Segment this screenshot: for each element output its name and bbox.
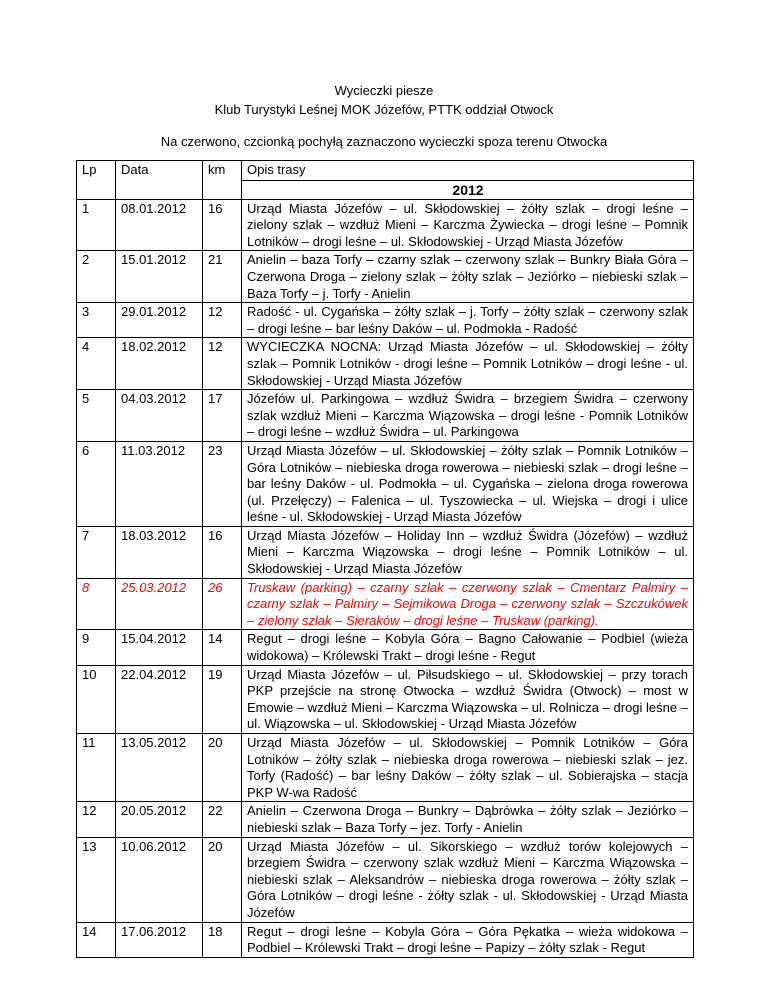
trip-route-description: Anielin – baza Torfy – czarny szlak – czerwony szlak – Bunkry Biała Góra – Czerwona Droga – zielony szlak – żółty szlak – Jeziórko – niebieski szlak – Baza Torfy – j. Torfy - Anielin <box>242 251 694 303</box>
row-number: 10 <box>77 665 116 733</box>
row-number: 9 <box>77 630 116 665</box>
trip-date: 22.04.2012 <box>116 665 203 733</box>
trip-date: 11.03.2012 <box>116 441 203 526</box>
table-row <box>77 390 694 442</box>
document-title: Wycieczki piesze <box>334 83 434 98</box>
table-row <box>77 922 694 957</box>
table-row <box>77 338 694 390</box>
trip-distance: 17 <box>203 390 242 442</box>
trip-route-description: Regut – drogi leśne – Kobyla Góra – Bagno Całowanie – Podbiel (wieża widokowa) – Królewski Trakt – drogi leśne - Regut <box>242 630 694 665</box>
trip-date: 25.03.2012 <box>116 578 203 630</box>
table-row <box>77 802 694 837</box>
trip-date: 20.05.2012 <box>116 802 203 837</box>
table-row <box>77 734 694 802</box>
trip-route-description: Urząd Miasta Józefów – ul. Piłsudskiego – ul. Skłodowskiej – przy torach PKP przejście na stronę Otwocka – wzdłuż Świdra (Otwock) – most w Emowie – wzdłuż Mieni – Karczma Wiązowska – ul. Rolnicza – drogi leśne – ul. Wiązowska – ul. Skłodowskiej - Urząd Miasta Józefów <box>242 665 694 733</box>
trip-distance: 18 <box>203 922 242 957</box>
trip-date: 10.06.2012 <box>116 837 203 922</box>
trip-distance: 23 <box>203 441 242 526</box>
document-subtitle: Klub Turystyki Leśnej MOK Józefów, PTTK oddział Otwock <box>214 102 554 117</box>
trip-distance: 22 <box>203 802 242 837</box>
table-row <box>77 526 694 578</box>
trip-date: 29.01.2012 <box>116 303 203 338</box>
trip-date: 15.04.2012 <box>116 630 203 665</box>
trip-distance: 19 <box>203 665 242 733</box>
trip-date: 15.01.2012 <box>116 251 203 303</box>
table-row <box>77 199 694 251</box>
trip-route-description: Radość - ul. Cygańska – żółty szlak – j. Torfy – żółty szlak – czerwony szlak – drogi leśne – bar leśny Daków – ul. Podmokła - Radość <box>242 303 694 338</box>
row-number: 6 <box>77 441 116 526</box>
row-number: 5 <box>77 390 116 442</box>
trip-distance: 12 <box>203 303 242 338</box>
row-number: 7 <box>77 526 116 578</box>
row-number: 3 <box>77 303 116 338</box>
trip-route-description: Józefów ul. Parkingowa – wzdłuż Świdra – brzegiem Świdra – czerwony szlak wzdłuż Mieni – Karczma Wiązowska – drogi leśne - Pomnik Lotników – drogi leśne – wzdłuż Świdra – ul. Parkingowa <box>242 390 694 442</box>
table-header-row <box>77 161 694 181</box>
trip-distance: 12 <box>203 338 242 390</box>
column-header-description: Opis trasy <box>242 161 694 181</box>
trip-distance: 21 <box>203 251 242 303</box>
table-row <box>77 578 694 630</box>
trip-route-description: WYCIECZKA NOCNA: Urząd Miasta Józefów – ul. Skłodowskiej – żółty szlak – Pomnik Lotników - drogi leśne – Pomnik Lotników – drogi leśne - ul. Skłodowskiej - Urząd Miasta Józefów <box>242 338 694 390</box>
trip-distance: 16 <box>203 526 242 578</box>
row-number: 12 <box>77 802 116 837</box>
trip-route-description: Anielin – Czerwona Droga – Bunkry – Dąbrówka – żółty szlak – Jeziórko – niebieski szlak – Baza Torfy – jez. Torfy - Anielin <box>242 802 694 837</box>
trips-table <box>76 160 694 958</box>
trip-date: 18.02.2012 <box>116 338 203 390</box>
trip-date: 08.01.2012 <box>116 199 203 251</box>
trip-date: 17.06.2012 <box>116 922 203 957</box>
column-header-lp: Lp <box>77 161 116 200</box>
table-row <box>77 441 694 526</box>
row-number: 1 <box>77 199 116 251</box>
trip-distance: 14 <box>203 630 242 665</box>
column-header-date: Data <box>116 161 203 200</box>
trip-distance: 26 <box>203 578 242 630</box>
row-number: 8 <box>77 578 116 630</box>
trip-date: 04.03.2012 <box>116 390 203 442</box>
row-number: 13 <box>77 837 116 922</box>
trip-route-description: Truskaw (parking) – czarny szlak – czerwony szlak – Cmentarz Palmiry – czarny szlak – Palmiry – Sejmikowa Droga – czerwony szlak – Szczukówek – zielony szlak – Sieraków – drogi leśne – Truskaw (parking). <box>242 578 694 630</box>
legend-note: Na czerwono, czcionką pochyłą zaznaczono wycieczki spoza terenu Otwocka <box>160 134 608 149</box>
trip-route-description: Urząd Miasta Józefów – ul. Skłodowskiej – Pomnik Lotników – Góra Lotników – żółty szlak – niebieska droga rowerowa – niebieski szlak – jez. Torfy (Radość) – bar leśny Daków – żółty szlak – ul. Sobierajska – stacja PKP W-wa Radość <box>242 734 694 802</box>
row-number: 2 <box>77 251 116 303</box>
table-row <box>77 303 694 338</box>
trip-route-description: Urząd Miasta Józefów – Holiday Inn – wzdłuż Świdra (Józefów) – wzdłuż Mieni – Karczma Wiązowska – drogi leśne – Pomnik Lotników – ul. Skłodowskiej - Urząd Miasta Józefów <box>242 526 694 578</box>
row-number: 4 <box>77 338 116 390</box>
trip-distance: 20 <box>203 734 242 802</box>
trip-distance: 16 <box>203 199 242 251</box>
table-row <box>77 665 694 733</box>
trip-date: 13.05.2012 <box>116 734 203 802</box>
table-row <box>77 837 694 922</box>
trip-route-description: Urząd Miasta Józefów – ul. Sikorskiego – wzdłuż torów kolejowych – brzegiem Świdra – czerwony szlak wzdłuż Mieni – Karczma Wiązowska – niebieski szlak – Aleksandrów – niebieska droga rowerowa – żółty szlak – Góra Lotników – drogi leśne - żółty szlak - ul. Skłodowskiej - Urząd Miasta Józefów <box>242 837 694 922</box>
table-row <box>77 251 694 303</box>
row-number: 11 <box>77 734 116 802</box>
row-number: 14 <box>77 922 116 957</box>
trip-route-description: Urząd Miasta Józefów – ul. Skłodowskiej – żółty szlak – Pomnik Lotników – Góra Lotników – niebieska droga rowerowa – niebieski szlak – drogi leśne – bar leśny Daków - ul. Podmokła – ul. Cygańska – zielona droga rowerowa (ul. Przełęczy) – Falenica – ul. Tyszowiecka – ul. Wiejska – drogi i ulice leśne - ul. Skłodowskiej - Urząd Miasta Józefów <box>242 441 694 526</box>
trip-date: 18.03.2012 <box>116 526 203 578</box>
year-heading: 2012 <box>242 181 694 200</box>
trip-route-description: Urząd Miasta Józefów – ul. Skłodowskiej – żółty szlak – drogi leśne – zielony szlak – wzdłuż Mieni – Karczma Żywiecka – drogi leśne – Pomnik Lotników – drogi leśne – ul. Skłodowskiej - Urząd Miasta Józefów <box>242 199 694 251</box>
column-header-km: km <box>203 161 242 200</box>
trip-distance: 20 <box>203 837 242 922</box>
table-row <box>77 630 694 665</box>
trip-route-description: Regut – drogi leśne – Kobyla Góra – Góra Pękatka – wieża widokowa – Podbiel – Królewski Trakt – drogi leśne – Papizy – żółty szlak - Regut <box>242 922 694 957</box>
